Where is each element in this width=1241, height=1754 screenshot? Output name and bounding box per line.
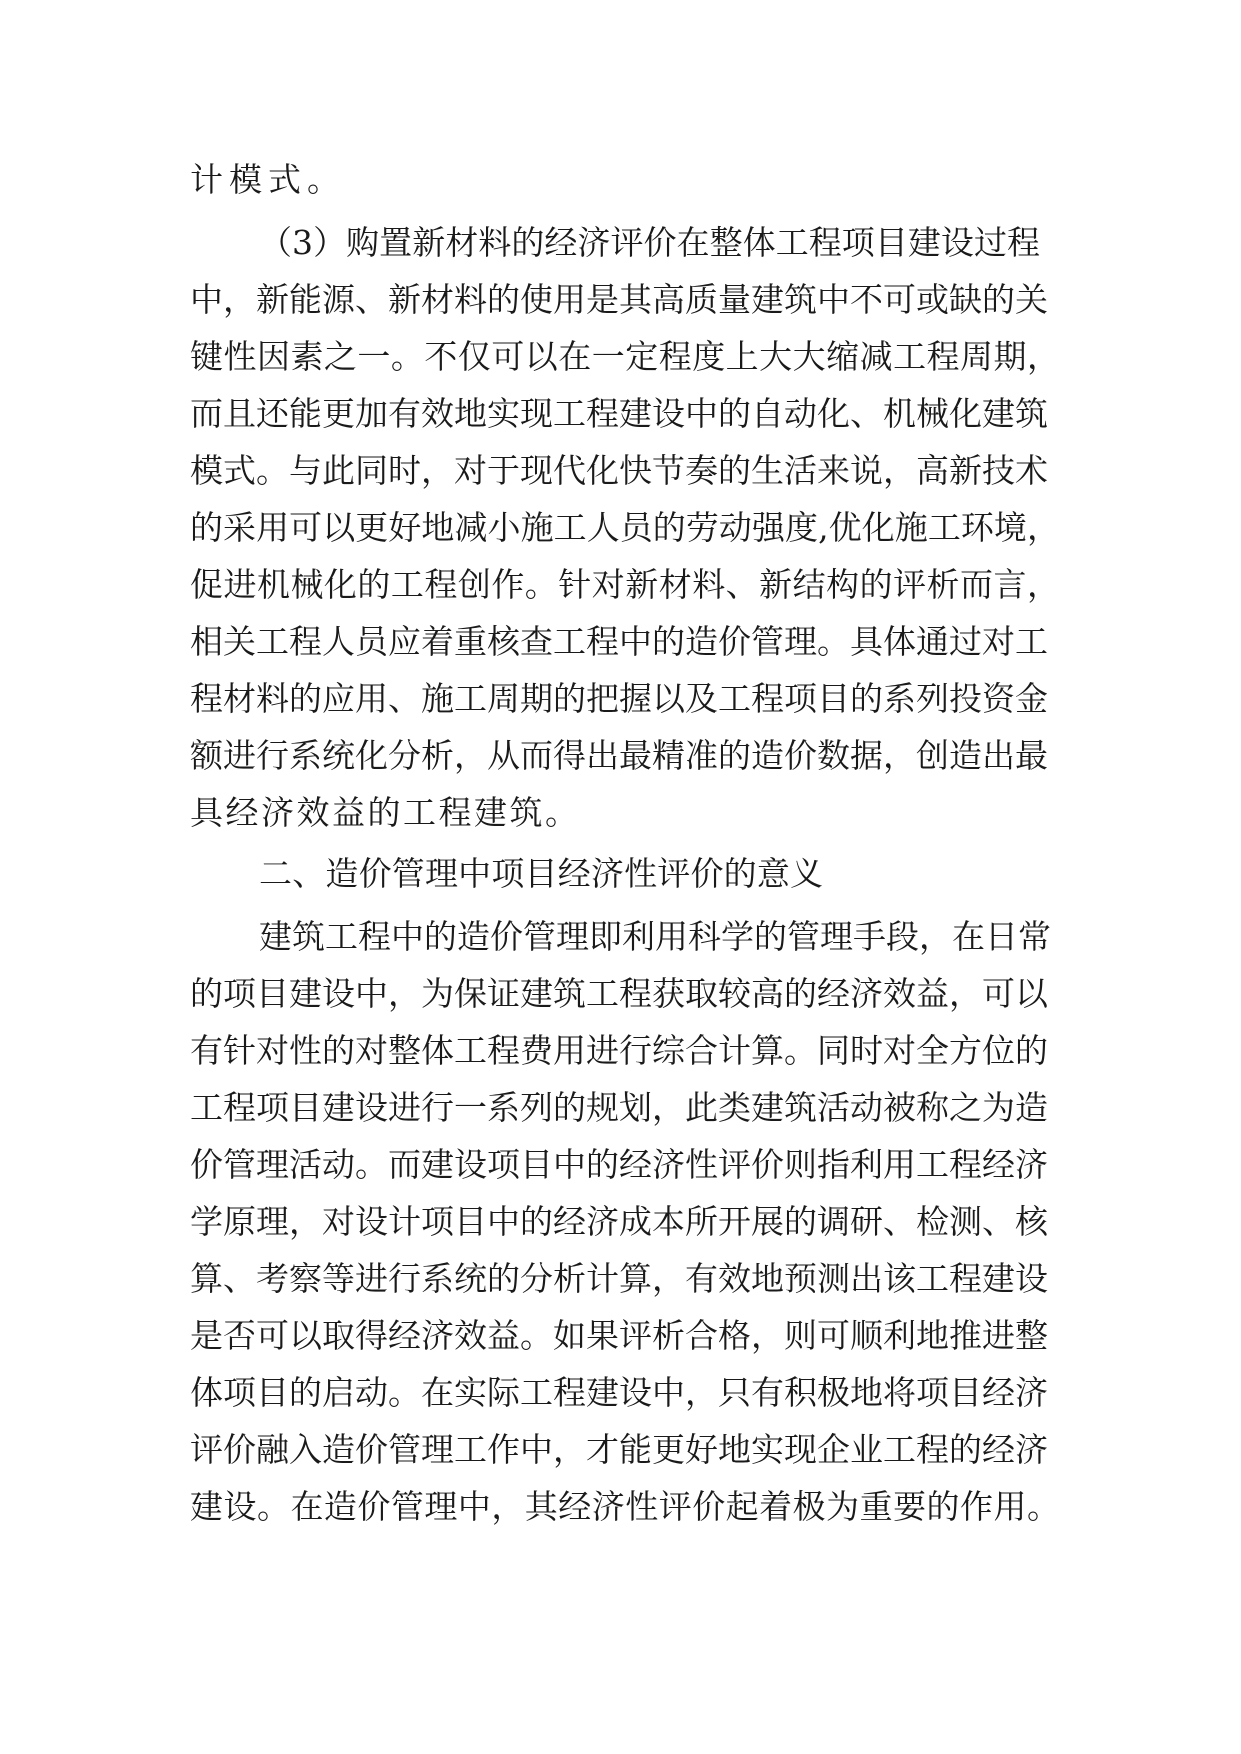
line-text: 有针对性的对整体工程费用进行综合计算。同时对全方位的 (190, 1031, 1048, 1070)
line-text: 体项目的启动。在实际工程建设中，只有积极地将项目经济 (190, 1373, 1048, 1412)
paragraph-line (0, 441, 1241, 501)
paragraph-line (0, 1021, 1241, 1081)
heading-text: 二、造价管理中项目经济性评价的意义 (259, 854, 823, 893)
paragraph-line (0, 555, 1241, 615)
line-text: 学原理，对设计项目中的经济成本所开展的调研、检测、核 (190, 1202, 1048, 1241)
line-text: 而且还能更加有效地实现工程建设中的自动化、机械化建筑 (190, 394, 1048, 433)
paragraph-line (0, 1192, 1241, 1252)
paragraph-line (0, 1249, 1241, 1309)
line-text: 是否可以取得经济效益。如果评析合格，则可顺利地推进整 (190, 1316, 1048, 1355)
line-text: （3）购置新材料的经济评价在整体工程项目建设过程 (259, 223, 1040, 262)
line-text: 额进行系统化分析，从而得出最精准的造价数据，创造出最 (190, 736, 1048, 775)
paragraph-line (0, 213, 1241, 273)
paragraph-line (0, 907, 1241, 967)
paragraph-line (0, 1078, 1241, 1138)
paragraph-line (0, 327, 1241, 387)
section-heading (0, 844, 1241, 904)
line-text: 价管理活动。而建设项目中的经济性评价则指利用工程经济 (190, 1145, 1048, 1184)
paragraph-line (0, 1135, 1241, 1195)
line-text: 建设。在造价管理中，其经济性评价起着极为重要的作用。 (190, 1487, 1060, 1526)
paragraph-line (0, 783, 1241, 843)
paragraph-line (0, 1420, 1241, 1480)
line-text: 键性因素之一。不仅可以在一定程度上大大缩减工程周期， (190, 337, 1060, 376)
line-text: 程材料的应用、施工周期的把握以及工程项目的系列投资金 (190, 679, 1048, 718)
line-text: 计模式。 (190, 160, 346, 199)
paragraph-line (0, 1477, 1241, 1537)
paragraph-line (0, 1306, 1241, 1366)
paragraph-line (0, 498, 1241, 558)
paragraph-line (0, 612, 1241, 672)
paragraph-line (0, 669, 1241, 729)
line-text: 相关工程人员应着重核查工程中的造价管理。具体通过对工 (190, 622, 1048, 661)
line-text: 工程项目建设进行一系列的规划，此类建筑活动被称之为造 (190, 1088, 1048, 1127)
line-text: 的采用可以更好地减小施工人员的劳动强度,优化施工环境， (190, 508, 1060, 547)
paragraph-line (0, 270, 1241, 330)
line-text: 评价融入造价管理工作中，才能更好地实现企业工程的经济 (190, 1430, 1048, 1469)
paragraph-line (0, 1363, 1241, 1423)
line-text: 建筑工程中的造价管理即利用科学的管理手段，在日常 (259, 917, 1051, 956)
paragraph-line (0, 726, 1241, 786)
line-text: 具经济效益的工程建筑。 (190, 793, 578, 832)
line-text: 的项目建设中，为保证建筑工程获取较高的经济效益，可以 (190, 974, 1048, 1013)
line-text: 中，新能源、新材料的使用是其高质量建筑中不可或缺的关 (190, 280, 1048, 319)
paragraph-line (0, 150, 1241, 210)
line-text: 算、考察等进行系统的分析计算，有效地预测出该工程建设 (190, 1259, 1048, 1298)
paragraph-line (0, 384, 1241, 444)
line-text: 促进机械化的工程创作。针对新材料、新结构的评析而言， (190, 565, 1060, 604)
paragraph-line (0, 964, 1241, 1024)
line-text: 模式。与此同时，对于现代化快节奏的生活来说，高新技术 (190, 451, 1048, 490)
